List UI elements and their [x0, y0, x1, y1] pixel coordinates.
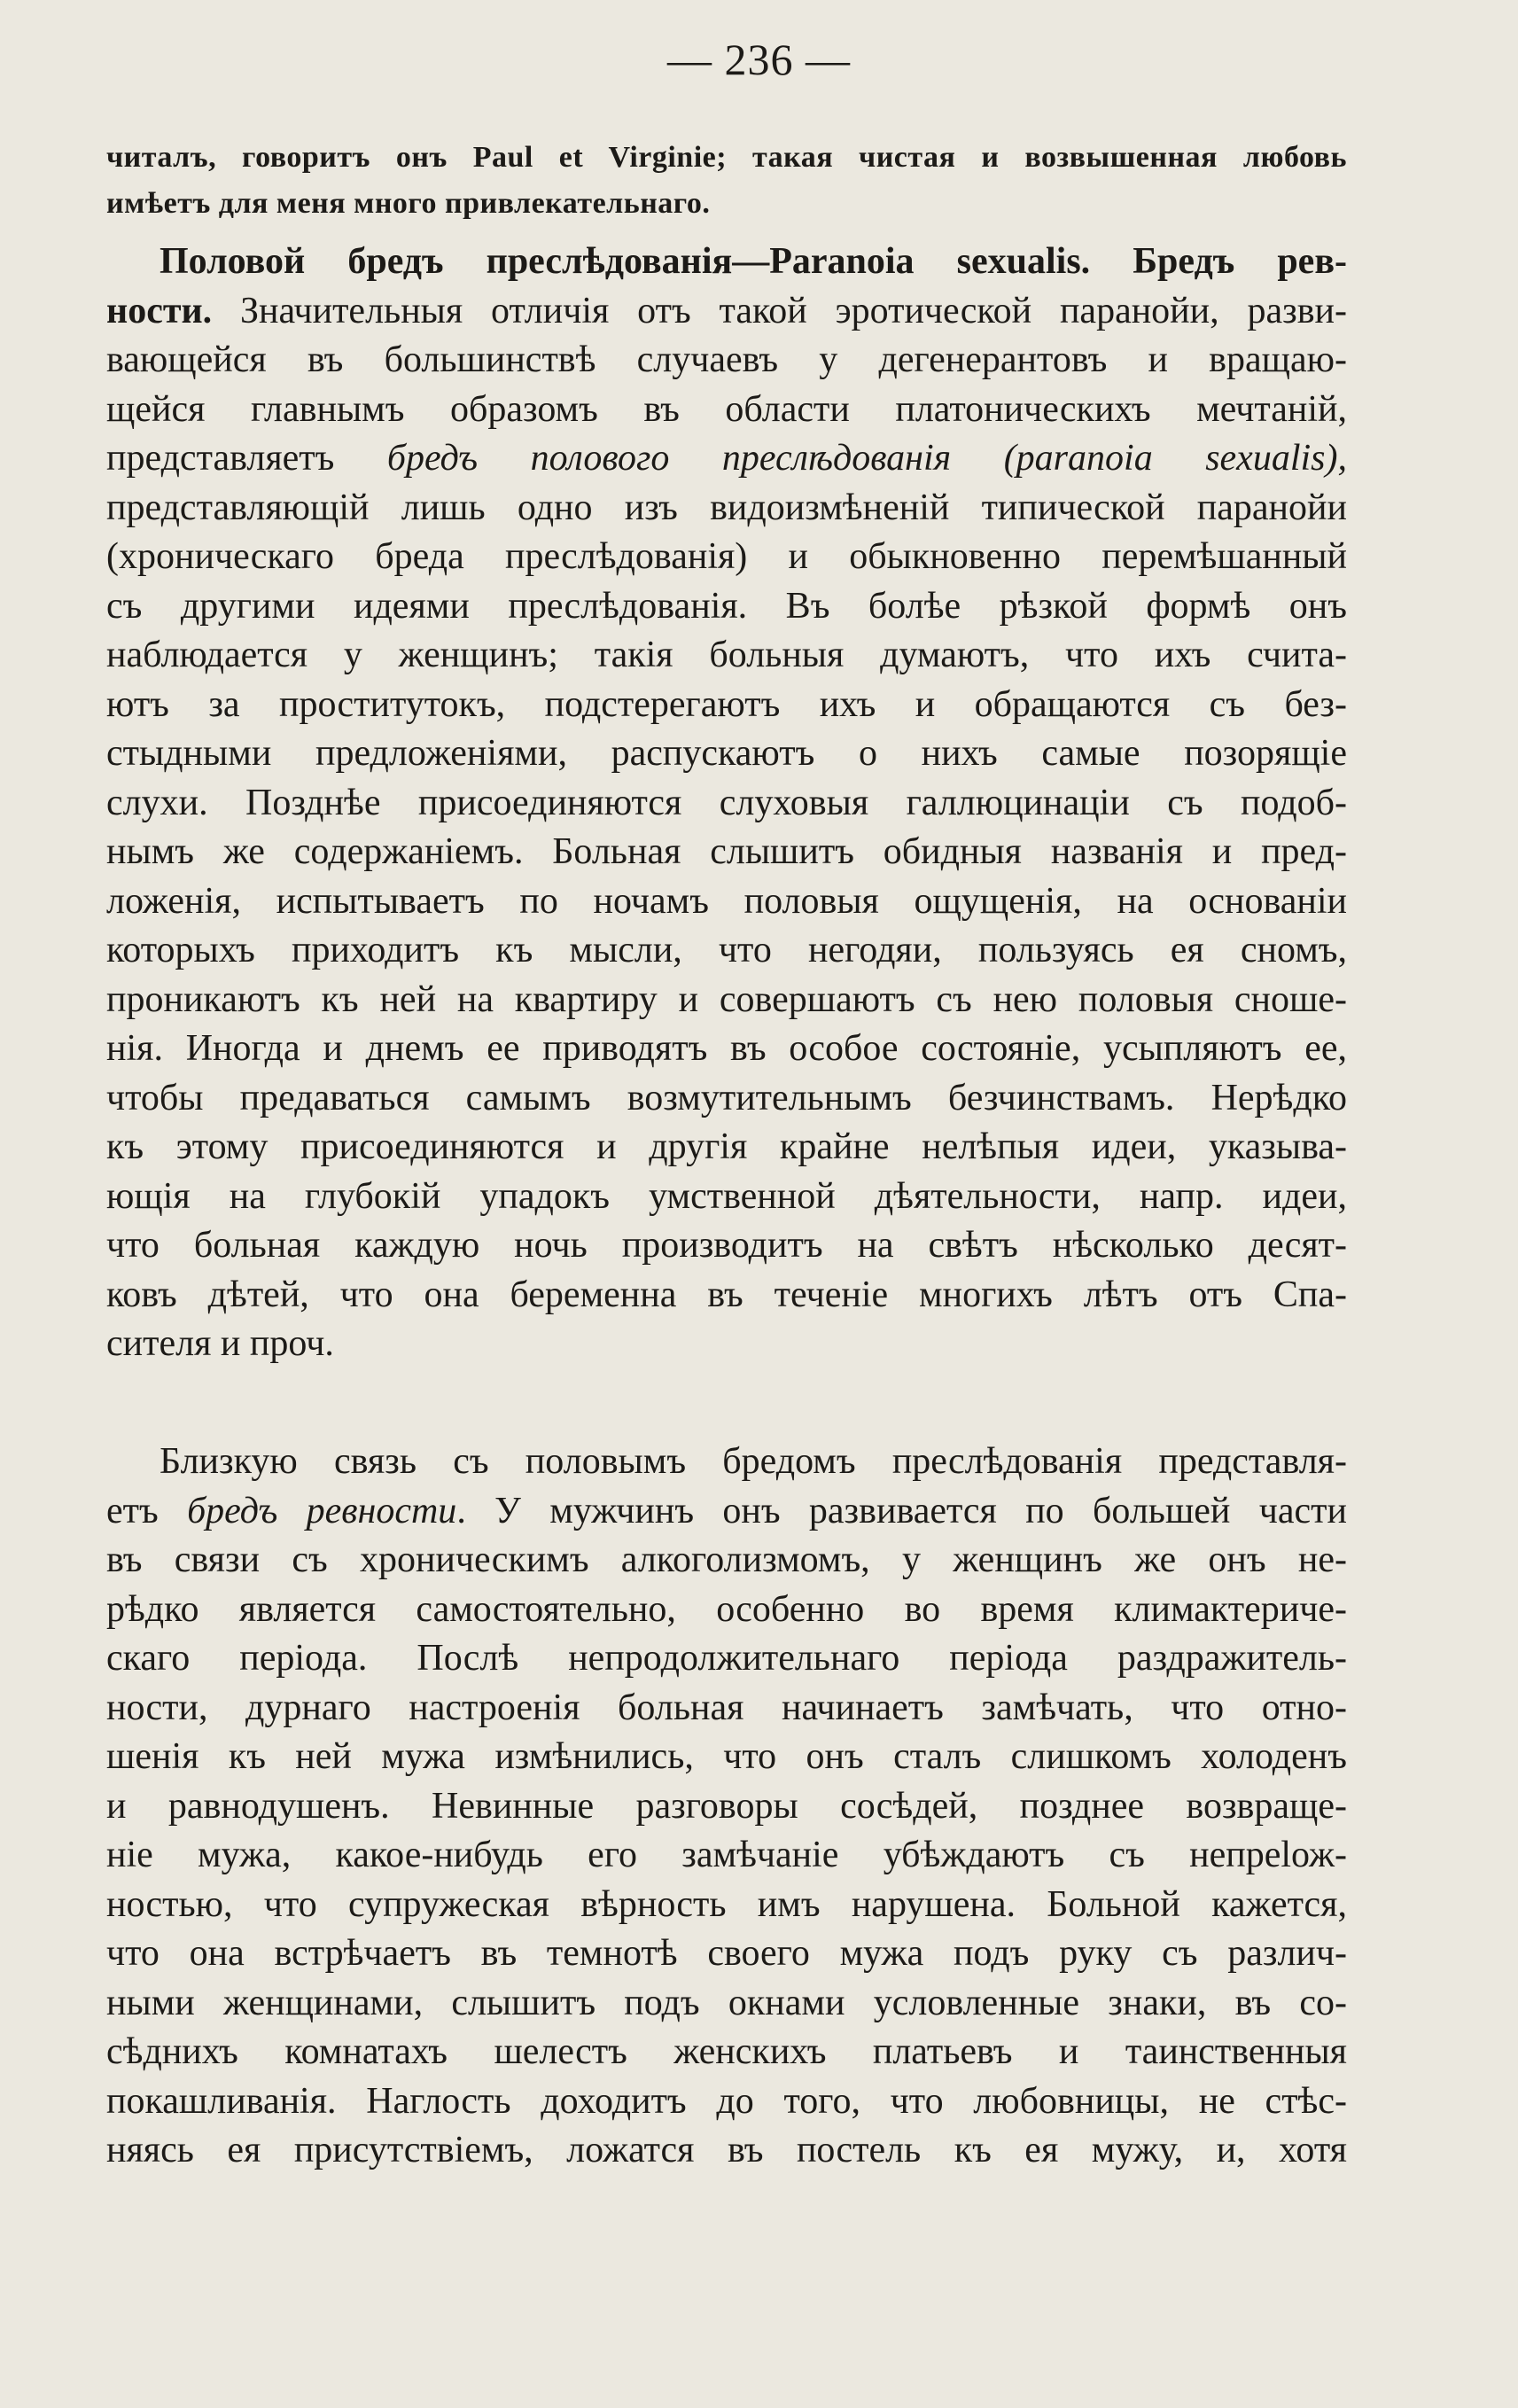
- heading-text: Половой бредъ преслѣдованія—Paranoia sexualis. Бредъ рев-: [160, 241, 1347, 282]
- text-line: съ другими идеями преслѣдованія. Въ болѣе рѣзкой формѣ онъ: [106, 585, 1347, 627]
- text-line: имѣетъ для меня много привлекательнаго.: [106, 187, 711, 220]
- text-line: [106, 434, 1347, 484]
- text-line: ностью, что супружеская вѣрность имъ нарушена. Больной кажется,: [106, 1883, 1347, 1925]
- section-heading: [106, 238, 1347, 287]
- text-line: [106, 1487, 1347, 1537]
- page-number: — 236 —: [667, 35, 851, 84]
- text-line: что больная каждую ночь производитъ на свѣтъ нѣсколько десят-: [106, 1225, 1347, 1266]
- emphasis-term: бредъ ревности: [187, 1490, 457, 1531]
- text-line: ными женщинами, слышитъ подъ окнами условленные знаки, въ со-: [106, 1982, 1347, 2023]
- text-line: ніе мужа, какое-нибудь его замѣчаніе убѣждаютъ съ непреlож-: [106, 1835, 1347, 1875]
- text-line: что она встрѣчаетъ въ темнотѣ своего мужа подъ руку съ различ-: [106, 1933, 1347, 1974]
- text-line: стыдными предложеніями, распускаютъ о нихъ самые позорящіе: [106, 733, 1347, 774]
- text-line: вающейся въ большинствѣ случаевъ у дегенерантовъ и вращаю-: [106, 339, 1347, 380]
- text-line: къ этому присоединяются и другія крайне нелѣпыя идеи, указыва-: [106, 1126, 1347, 1167]
- text-line: Близкую связь съ половымъ бредомъ преслѣдованія представля-: [160, 1441, 1347, 1482]
- text-line: ющія на глубокій упадокъ умственной дѣятельности, напр. идеи,: [106, 1175, 1347, 1217]
- text-line: и равнодушенъ. Невинные разговоры сосѣдей, позднее возвраще-: [106, 1785, 1347, 1827]
- text-line: рѣдко является самостоятельно, особенно во время климактериче-: [106, 1588, 1347, 1630]
- text-line: шенія къ ней мужа измѣнились, что онъ сталъ слишкомъ холоденъ: [106, 1736, 1347, 1777]
- text-line: въ связи съ хроническимъ алкоголизмомъ, у женщинъ же онъ не-: [106, 1539, 1347, 1580]
- text-line: ютъ за проститутокъ, подстерегаютъ ихъ и обращаются съ без-: [106, 683, 1347, 725]
- text-line: проникаютъ къ ней на квартиру и совершаютъ съ нею половыя сноше-: [106, 978, 1347, 1020]
- intro-paragraph: [106, 135, 1347, 227]
- text-line: (хроническаго бреда преслѣдованія) и обыкновенно перемѣшанный: [106, 536, 1347, 577]
- text-line: няясь ея присутствіемъ, ложатся въ постель къ ея мужу, и, хотя: [106, 2130, 1347, 2170]
- text-line: покашливанія. Наглость доходитъ до того, что любовницы, не стѣс-: [106, 2080, 1347, 2122]
- text-line: которыхъ приходитъ къ мысли, что негодяи, пользуясь ея сномъ,: [106, 930, 1347, 970]
- paragraph-sexual-paranoia: [106, 238, 1347, 1369]
- text-line: [106, 287, 1347, 337]
- paragraph-jealousy-delusion: [106, 1438, 1347, 2176]
- text-line: щейся главнымъ образомъ въ области платоническихъ мечтаній,: [106, 388, 1347, 430]
- text-line: сителя и проч.: [106, 1323, 334, 1364]
- text-run: Значительныя отличія отъ такой эротической паранойи, разви-: [212, 290, 1347, 331]
- text-line: представляющій лишь одно изъ видоизмѣненій типической паранойи: [106, 487, 1347, 528]
- text-run: представляетъ: [106, 438, 387, 479]
- text-line: ложенія, испытываетъ по ночамъ половыя ощущенія, на основаніи: [106, 880, 1347, 922]
- text-line: слухи. Позднѣе присоединяются слуховыя галлюцинаціи съ подоб-: [106, 782, 1347, 823]
- text-line: ковъ дѣтей, что она беременна въ теченіе многихъ лѣтъ отъ Спа-: [106, 1274, 1347, 1315]
- text-line: скаго періода. Послѣ непродолжительнаго періода раздражитель-: [106, 1638, 1347, 1679]
- text-line: наблюдается у женщинъ; такія больныя думаютъ, что ихъ счита-: [106, 635, 1347, 675]
- text-run: етъ: [106, 1490, 188, 1531]
- heading-text: ности.: [106, 290, 213, 331]
- text-line: нымъ же содержаніемъ. Больная слышитъ обидныя названія и пред-: [106, 831, 1347, 872]
- text-run: . У мужчинъ онъ развивается по большей части: [456, 1490, 1347, 1531]
- text-line: ности, дурнаго настроенія больная начинаетъ замѣчать, что отно-: [106, 1687, 1347, 1728]
- text-line: читалъ, говоритъ онъ Paul et Virginie; такая чистая и возвышенная любовь: [106, 141, 1347, 174]
- text-line: нія. Иногда и днемъ ее приводятъ въ особое состояніе, усыпляютъ ее,: [106, 1028, 1347, 1069]
- text-line: сѣднихъ комнатахъ шелестъ женскихъ платьевъ и таинственныя: [106, 2031, 1347, 2072]
- emphasis-term: бредъ полового преслѣдованія (paranoia sexualis),: [386, 438, 1347, 479]
- text-line: чтобы предаваться самымъ возмутительнымъ безчинствамъ. Нерѣдко: [106, 1077, 1347, 1118]
